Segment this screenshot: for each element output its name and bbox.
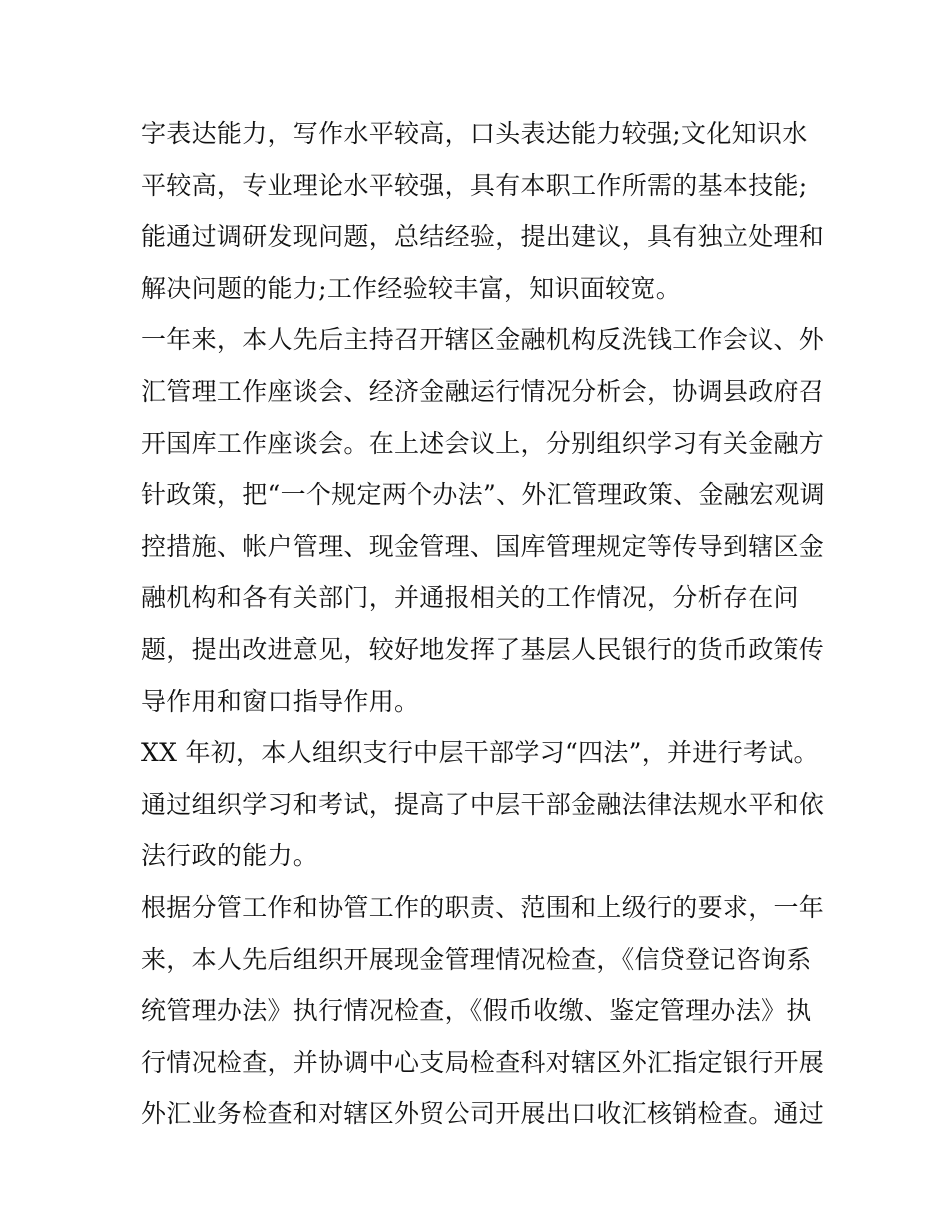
text-line: 汇管理工作座谈会、经济金融运行情况分析会，协调县政府召 xyxy=(141,376,825,406)
text-line: 导作用和窗口指导作用。 xyxy=(141,686,420,716)
text-line: 来，本人先后组织开展现金管理情况检查，《信贷登记咨询系 xyxy=(141,944,812,974)
text-line: 行情况检查，并协调中心支局检查科对辖区外汇指定银行开展 xyxy=(141,1047,825,1077)
text-line: 控措施、帐户管理、现金管理、国库管理规定等传导到辖区金 xyxy=(141,531,825,561)
text-line: 题，提出改进意见，较好地发挥了基层人民银行的货币政策传 xyxy=(141,634,825,664)
text-line: 能通过调研发现问题，总结经验，提出建议，具有独立处理和 xyxy=(141,222,825,252)
text-line: 融机构和各有关部门，并通报相关的工作情况，分析存在问 xyxy=(141,583,799,613)
text-line: 一年来，本人先后主持召开辖区金融机构反洗钱工作会议、外 xyxy=(141,325,825,355)
document-body xyxy=(141,108,825,1140)
text-line: 统管理办法》执行情况检查，《假币收缴、鉴定管理办法》执 xyxy=(141,996,812,1026)
text-line: 根据分管工作和协管工作的职责、范围和上级行的要求，一年 xyxy=(141,892,825,922)
text-line: 通过组织学习和考试，提高了中层干部金融法律法规水平和依 xyxy=(141,789,825,819)
text-line: 字表达能力，写作水平较高，口头表达能力较强;文化知识水 xyxy=(141,119,808,148)
text-line: 平较高，专业理论水平较强，具有本职工作所需的基本技能; xyxy=(141,170,808,200)
text-line: 开国库工作座谈会。在上述会议上，分别组织学习有关金融方 xyxy=(141,428,825,458)
text-line: 法行政的能力。 xyxy=(141,841,319,871)
text-line: 解决问题的能力;工作经验较丰富，知识面较宽。 xyxy=(141,273,682,303)
text-line: XX 年初，本人组织支行中层干部学习“四法”，并进行考试。 xyxy=(141,738,819,768)
text-line: 外汇业务检查和对辖区外贸公司开展出口收汇核销检查。通过 xyxy=(141,1099,825,1129)
text-line: 针政策，把“一个规定两个办法”、外汇管理政策、金融宏观调 xyxy=(141,480,825,510)
